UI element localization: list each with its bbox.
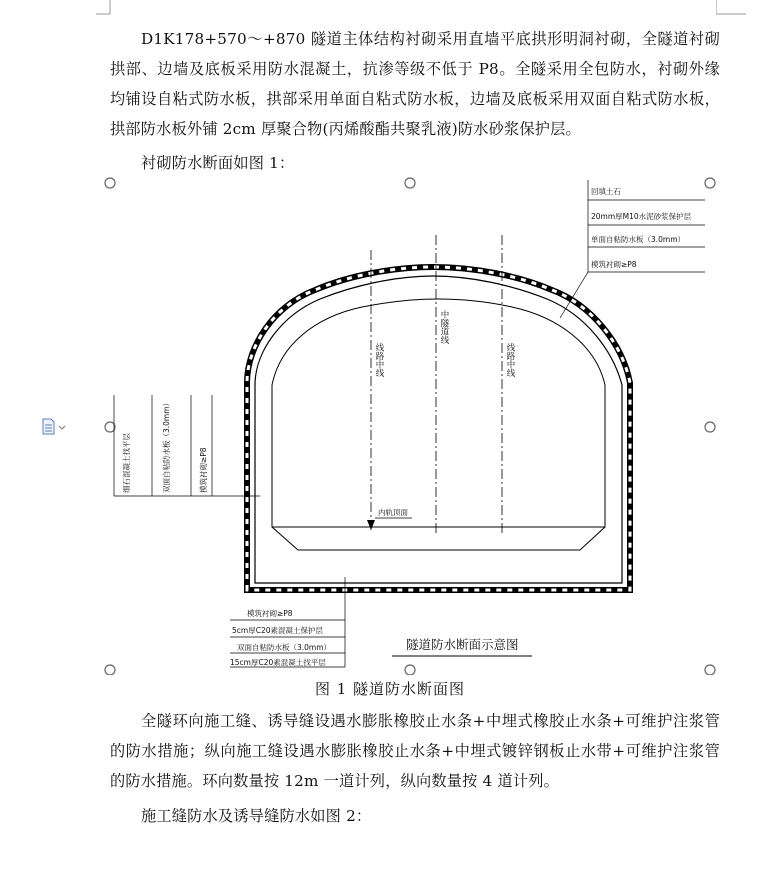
label-lining-left: 模筑衬砌≥P8 xyxy=(199,447,208,493)
rail-top-label: 内轨顶面 xyxy=(378,508,408,517)
paragraph-figure2-ref: 施工缝防水及诱导缝防水如图 2： xyxy=(141,807,372,825)
page-corner-mark-right xyxy=(716,0,746,20)
label-double-membrane-bottom: 双面自粘防水板（3.0mm） xyxy=(237,643,332,652)
label-backfill: 回填土石 xyxy=(591,187,621,196)
resize-handle-bottom-right[interactable] xyxy=(705,665,715,675)
arrow-icon xyxy=(367,520,375,530)
label-lining-bottom: 模筑衬砌≥P8 xyxy=(247,609,293,618)
label-mortar-protection: 20mm厚M10水泥砂浆保护层 xyxy=(591,212,692,221)
label-single-membrane: 单面自粘防水板（3.0mm） xyxy=(591,235,686,244)
centerline-label-left: 线路中线 xyxy=(374,343,384,377)
paragraph-figure-ref: 衬砌防水断面如图 1： xyxy=(141,154,295,172)
left-layer-labels xyxy=(114,395,260,496)
paragraph-intro: D1K178+570～+870 隧道主体结构衬砌采用直墙平底拱形明洞衬砌，全隧道衬砌拱部、边墙及底板采用防水混凝土，抗渗等级不低于 P8。全隧采用全包防水，衬砌外缘均铺设自粘式防水板，拱部采用单面自粘式防水板，边墙及底板采用双面自粘式防水板，拱部防水板外铺 2cm 厚聚合物(丙烯酸酯共聚乳液)防水砂浆保护层。 xyxy=(110,30,720,138)
resize-handle-bottom-left[interactable] xyxy=(105,665,115,675)
label-leveling-layer: 细石混凝土找平层 xyxy=(122,433,131,493)
figure-title: 隧道防水断面示意图 xyxy=(406,637,519,652)
label-concrete-leveling: 15cm厚C20素混凝土找平层 xyxy=(230,658,326,667)
resize-handle-top-left[interactable] xyxy=(105,178,115,188)
resize-handle-right[interactable] xyxy=(705,422,715,432)
figure-caption: 图 1 隧道防水断面图 xyxy=(314,680,466,698)
label-concrete-protection: 5cm厚C20素混凝土保护层 xyxy=(232,626,323,635)
centerline-label-right: 线路中线 xyxy=(505,343,515,377)
centerline-label-tunnel: 中隧道线 xyxy=(439,310,449,344)
label-double-membrane-left: 双面自粘防水板（3.0mm） xyxy=(162,398,171,493)
right-layer-labels xyxy=(560,180,705,318)
document-options-icon[interactable] xyxy=(40,418,68,436)
tunnel-waterproof-section-figure[interactable] xyxy=(100,175,720,675)
label-lining-right: 模筑衬砌≥P8 xyxy=(591,260,637,269)
paragraph-measures: 全隧环向施工缝、诱导缝设遇水膨胀橡胶止水条+中埋式橡胶止水条+可维护注浆管的防水措施；纵向施工缝设遇水膨胀橡胶止水条+中埋式镀锌钢板止水带+可维护注浆管的防水措施。环向数量按 12m 一道计列，纵向数量按 4 道计列。 xyxy=(110,712,720,790)
resize-handle-bottom[interactable] xyxy=(405,665,415,675)
resize-handle-top-right[interactable] xyxy=(705,178,715,188)
page-corner-mark-left xyxy=(96,0,116,20)
resize-handle-top[interactable] xyxy=(405,178,415,188)
resize-handle-left[interactable] xyxy=(105,422,115,432)
